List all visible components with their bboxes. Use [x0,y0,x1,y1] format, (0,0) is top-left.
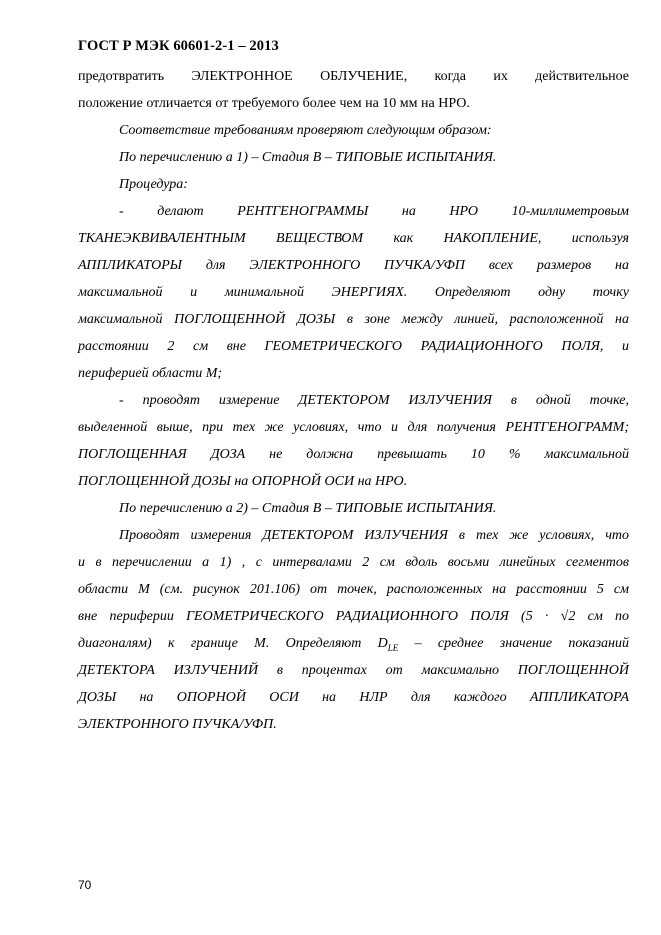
text-line: выделенной выше, при тех же условиях, что и для получения РЕНТГЕНОГРАММ; [78,420,629,435]
text-line: Проводят измерения ДЕТЕКТОРОМ ИЗЛУЧЕНИЯ в тех же условиях, что [119,528,629,543]
text-line: ДЕТЕКТОРА ИЗЛУЧЕНИЙ в процентах от максимально ПОГЛОЩЕННОЙ [78,663,629,678]
text-line: ЭЛЕКТРОННОГО ПУЧКА/УФП. [78,717,277,732]
text-line-with-subscript [78,635,629,657]
text-line: Соответствие требованиям проверяют следующим образом: [119,123,492,138]
text-line: положение отличается от требуемого более чем на 10 мм на НРО. [78,96,470,111]
text-line: максимальной ПОГЛОЩЕННОЙ ДОЗЫ в зоне между линией, расположенной на [78,312,629,327]
text-line: расстоянии 2 см вне ГЕОМЕТРИЧЕСКОГО РАДИАЦИОННОГО ПОЛЯ, и [78,339,629,354]
text-segment: – среднее значение показаний [398,636,629,651]
text-line: ТКАНЕЭКВИВАЛЕНТНЫМ ВЕЩЕСТВОМ как НАКОПЛЕНИЕ, используя [78,231,629,246]
page-number: 70 [78,878,92,892]
text-line: Процедура: [119,177,188,192]
document-header: ГОСТ Р МЭК 60601-2-1 – 2013 [78,38,279,54]
text-line: максимальной и минимальной ЭНЕРГИЯХ. Определяют одну точку [78,285,629,300]
text-line: периферией области М; [78,366,223,381]
text-line: По перечислению а 1) – Стадия В – ТИПОВЫЕ ИСПЫТАНИЯ. [119,150,497,165]
text-line: предотвратить ЭЛЕКТРОННОЕ ОБЛУЧЕНИЕ, когда их действительное [78,69,629,84]
text-line: ПОГЛОЩЕННАЯ ДОЗА не должна превышать 10 % максимальной [78,447,629,462]
text-line: и в перечислении а 1) , с интервалами 2 см вдоль восьми линейных сегментов [78,555,629,570]
text-line: области М (см. рисунок 201.106) от точек, расположенных на расстоянии 5 см [78,582,629,597]
text-line: ПОГЛОЩЕННОЙ ДОЗЫ на ОПОРНОЙ ОСИ на НРО. [78,474,408,489]
text-line: ДОЗЫ на ОПОРНОЙ ОСИ на НЛР для каждого АППЛИКАТОРА [78,690,629,705]
subscript-le: LE [387,642,399,653]
text-line: вне периферии ГЕОМЕТРИЧЕСКОГО РАДИАЦИОННОГО ПОЛЯ (5 · √2 см по [78,609,629,624]
text-line: АППЛИКАТОРЫ для ЭЛЕКТРОННОГО ПУЧКА/УФП всех размеров на [78,258,629,273]
text-line: По перечислению а 2) – Стадия В – ТИПОВЫЕ ИСПЫТАНИЯ. [119,501,497,516]
text-line: - делают РЕНТГЕНОГРАММЫ на НРО 10-миллиметровым [119,204,629,219]
text-segment: диагоналям) к границе М. Определяют D [78,636,388,651]
text-line: - проводят измерение ДЕТЕКТОРОМ ИЗЛУЧЕНИЯ в одной точке, [119,393,629,408]
